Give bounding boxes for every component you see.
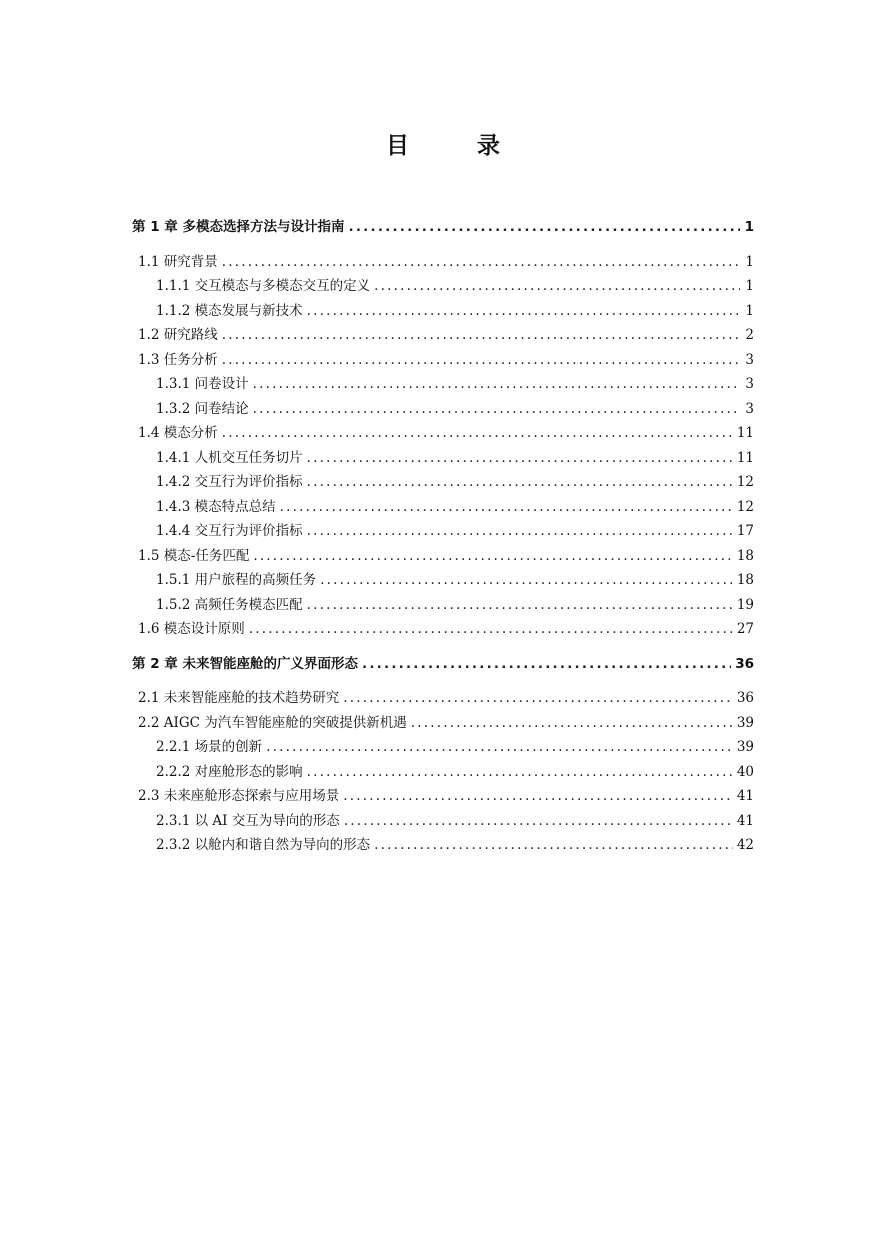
dot-leader	[343, 784, 733, 809]
toc-entry-label: 1.4.3 模态特点总结	[156, 498, 276, 515]
toc-entry-label: 1.1.2 模态发展与新技术	[156, 302, 303, 319]
toc-entry-page-number: 3	[745, 376, 754, 392]
toc-entry-label: 1.4.1 人机交互任务切片	[156, 449, 303, 466]
toc-subsection-entry[interactable]	[132, 735, 754, 760]
toc-entry-label: 1.3 任务分析	[138, 351, 218, 368]
toc-section-entry[interactable]	[132, 250, 754, 275]
dot-leader	[307, 299, 740, 324]
toc-entry-label: 2.3.1 以 AI 交互为导向的形态	[156, 812, 340, 829]
toc-subsection-entry[interactable]	[132, 274, 754, 299]
toc-entry-label: 2.3.2 以舱内和谐自然为导向的形态	[156, 837, 371, 853]
toc-section-entry[interactable]	[132, 421, 754, 446]
dot-leader	[344, 809, 733, 834]
toc-entry-page-number: 36	[736, 690, 754, 706]
toc-section-entry[interactable]	[132, 323, 754, 348]
dot-leader	[374, 274, 740, 299]
dot-leader	[280, 495, 733, 520]
toc-entry-page-number: 36	[735, 655, 754, 672]
dot-leader	[253, 544, 732, 569]
toc-entry-page-number: 39	[736, 739, 754, 755]
toc-entry-page-number: 11	[736, 425, 754, 441]
toc-entry-label: 1.5.2 高频任务模态匹配	[156, 596, 303, 613]
toc-entry-page-number: 1	[745, 253, 754, 270]
toc-subsection-entry[interactable]	[132, 568, 754, 593]
toc-entry-label: 1.3.2 问卷结论	[156, 400, 249, 417]
toc-subsection-entry[interactable]	[132, 446, 754, 471]
dot-leader	[374, 833, 733, 858]
dot-leader	[307, 519, 733, 544]
toc-section-entry[interactable]	[132, 617, 754, 642]
toc-entry-page-number: 40	[736, 763, 754, 780]
dot-leader	[362, 652, 731, 677]
toc-entry-label: 1.6 模态设计原则	[138, 621, 245, 637]
toc-entry-label: 1.1.1 交互模态与多模态交互的定义	[156, 278, 371, 294]
toc-subsection-entry[interactable]	[132, 809, 754, 834]
toc-section-entry[interactable]	[132, 348, 754, 373]
toc-section-entry[interactable]	[132, 544, 754, 569]
toc-entry-label: 2.2.1 场景的创新	[156, 739, 263, 755]
toc-entry-page-number: 1	[744, 219, 754, 235]
toc-entry-page-number: 1	[745, 302, 754, 319]
toc-subsection-entry[interactable]	[132, 397, 754, 422]
dot-leader	[249, 617, 733, 642]
toc-subsection-entry[interactable]	[132, 372, 754, 397]
toc-entry-label: 第 1 章 多模态选择方法与设计指南	[132, 219, 345, 235]
dot-leader	[222, 348, 740, 373]
toc-entry-page-number: 17	[736, 523, 754, 539]
toc-entry-page-number: 3	[745, 400, 754, 417]
toc-entry-label: 2.1 未来智能座舱的技术趋势研究	[138, 690, 340, 706]
dot-leader	[307, 593, 733, 618]
page-title: 目 录	[385, 133, 530, 159]
toc-chapter-entry[interactable]	[132, 215, 754, 240]
toc-subsection-entry[interactable]	[132, 593, 754, 618]
toc-entry-label: 2.2.2 对座舱形态的影响	[156, 763, 303, 780]
dot-leader	[307, 446, 733, 471]
toc-entry-label: 1.5 模态-任务匹配	[138, 547, 250, 564]
toc-entry-label: 1.1 研究背景	[138, 253, 218, 270]
toc-subsection-entry[interactable]	[132, 495, 754, 520]
toc-entry-page-number: 12	[736, 474, 754, 490]
toc-entry-label: 1.4.2 交互行为评价指标	[156, 474, 303, 490]
toc-entry-page-number: 18	[736, 547, 754, 564]
table-of-contents	[132, 215, 754, 858]
toc-entry-page-number: 41	[736, 812, 754, 829]
toc-entry-label: 2.3 未来座舱形态探索与应用场景	[138, 788, 340, 804]
toc-entry-label: 1.4 模态分析	[138, 425, 218, 441]
dot-leader	[411, 711, 733, 736]
toc-entry-page-number: 18	[736, 572, 754, 588]
dot-leader	[320, 568, 733, 593]
dot-leader	[307, 470, 733, 495]
dot-leader	[222, 323, 740, 348]
toc-entry-label: 1.3.1 问卷设计	[156, 376, 249, 392]
toc-entry-label: 1.2 研究路线	[138, 327, 218, 343]
toc-chapter-entry[interactable]	[132, 652, 754, 677]
toc-entry-page-number: 19	[736, 596, 754, 613]
toc-subsection-entry[interactable]	[132, 833, 754, 858]
toc-section-entry[interactable]	[132, 711, 754, 736]
toc-entry-page-number: 11	[736, 449, 754, 466]
dot-leader	[222, 421, 733, 446]
toc-entry-page-number: 1	[745, 278, 754, 294]
toc-entry-label: 第 2 章 未来智能座舱的广义界面形态	[132, 655, 358, 672]
toc-section-entry[interactable]	[132, 784, 754, 809]
toc-entry-label: 2.2 AIGC 为汽车智能座舱的突破提供新机遇	[138, 714, 407, 731]
dot-leader	[349, 215, 741, 240]
dot-leader	[222, 250, 740, 275]
dot-leader	[253, 372, 740, 397]
toc-subsection-entry[interactable]	[132, 760, 754, 785]
toc-subsection-entry[interactable]	[132, 470, 754, 495]
dot-leader	[307, 760, 733, 785]
toc-entry-page-number: 3	[745, 351, 754, 368]
dot-leader	[343, 686, 733, 711]
toc-subsection-entry[interactable]	[132, 299, 754, 324]
toc-entry-page-number: 41	[736, 788, 754, 804]
toc-entry-page-number: 42	[736, 837, 754, 853]
toc-entry-page-number: 39	[736, 714, 754, 731]
toc-section-entry[interactable]	[132, 686, 754, 711]
toc-entry-label: 1.5.1 用户旅程的高频任务	[156, 572, 317, 588]
toc-subsection-entry[interactable]	[132, 519, 754, 544]
toc-entry-label: 1.4.4 交互行为评价指标	[156, 523, 303, 539]
toc-entry-page-number: 2	[745, 327, 754, 343]
toc-entry-page-number: 27	[736, 621, 754, 637]
dot-leader	[253, 397, 740, 422]
dot-leader	[266, 735, 733, 760]
toc-entry-page-number: 12	[736, 498, 754, 515]
